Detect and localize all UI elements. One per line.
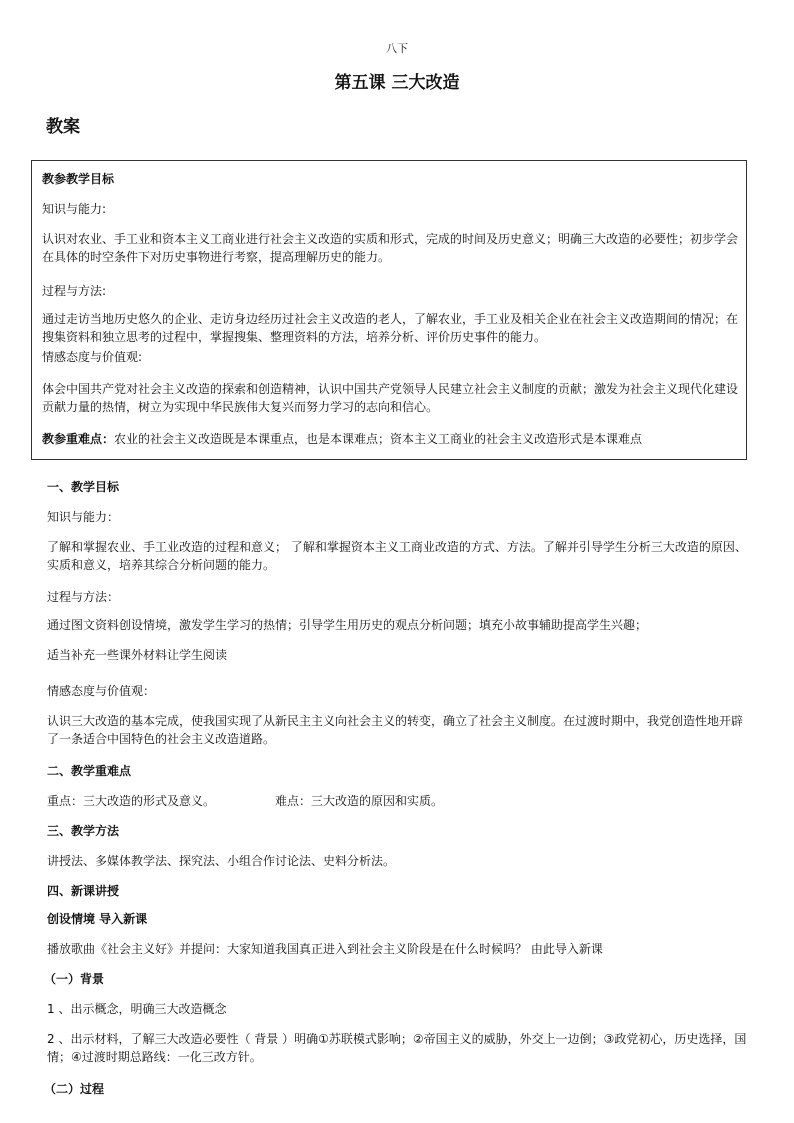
box-process-label: 过程与方法:: [42, 284, 107, 298]
box-knowledge-text: 认识对农业、手工业和资本主义工商业进行社会主义改造的实质和形式，完成的时间及历史意义；明确三大改造的必要性；初步学会在具体的时空条件下对历史事物进行考察，提高理解历史的能力。: [42, 232, 739, 264]
s1-knowledge-label: 知识与能力：: [47, 510, 120, 524]
s4-intro: 播放歌曲《社会主义好》并提问：大家知道我国真正进入到社会主义阶段是在什么时候吗？ 由此导入新课: [47, 942, 603, 956]
s2-key-point: 重点：三大改造的形式及意义。: [47, 794, 216, 808]
background-item-1: 1 、出示概念，明确三大改造概念: [47, 1002, 227, 1016]
grade-label: 八下: [386, 42, 408, 55]
box-emotion-label: 情感态度与价值观:: [42, 350, 143, 364]
s1-heading: 一、教学目标: [47, 480, 120, 494]
box-process-text: 通过走访当地历史悠久的企业、走访身边经历过社会主义改造的老人，了解农业，手工业及相关企业在社会主义改造期间的情况；在搜集资料和独立思考的过程中，掌握搜集、整理资料的方法，培养分析、评价历史事件的能力。: [42, 312, 739, 344]
s3-heading: 三、教学方法: [47, 824, 120, 838]
page-title: 第五课 三大改造: [334, 73, 460, 93]
s1-process-text-1: 通过图文资料创设情境，激发学生学习的热情；引导学生用历史的观点分析问题；填充小故事辅助提高学生兴趣；: [47, 618, 648, 632]
box-keypoint-label: 教参重难点：: [42, 432, 115, 446]
s4-subheading: 创设情境 导入新课: [47, 912, 148, 926]
s1-emotion-label: 情感态度与价值观：: [47, 684, 156, 698]
box-heading: 教参教学目标: [42, 172, 115, 186]
s3-text: 讲授法、多媒体教学法、探究法、小组合作讨论法、史料分析法。: [47, 854, 396, 868]
s1-knowledge-text: 了解和掌握农业、手工业改造的过程和意义； 了解和掌握资本主义工商业改造的方式、方法。了解并引导学生分析三大改造的原因、实质和意义，培养其综合分析问题的能力。: [47, 540, 747, 572]
s4-heading: 四、新课讲授: [47, 884, 120, 898]
s2-heading: 二、教学重难点: [47, 764, 132, 778]
box-emotion-text: 体会中国共产党对社会主义改造的探索和创造精神，认识中国共产党领导人民建立社会主义制度的贡献；激发为社会主义现代化建设贡献力量的热情，树立为实现中华民族伟大复兴而努力学习的志向和信心。: [42, 382, 739, 414]
background-item-2: 2 、出示材料，了解三大改造必要性（ 背景 ）明确①苏联模式影响；②帝国主义的威胁，外交上一边倒；③政党初心，历史选择，国情；④过渡时期总路线：一化三改方针。: [47, 1032, 747, 1064]
s2-difficult-point: 难点：三大改造的原因和实质。: [275, 794, 444, 808]
box-knowledge-label: 知识与能力:: [42, 202, 107, 216]
s1-emotion-text: 认识三大改造的基本完成，使我国实现了从新民主主义向社会主义的转变，确立了社会主义制度。在过渡时期中，我党创造性地开辟了一条适合中国特色的社会主义改造道路。: [47, 714, 744, 746]
s1-process-label: 过程与方法：: [47, 590, 120, 604]
process-heading: （二）过程: [44, 1082, 105, 1096]
section-title: 教案: [46, 117, 80, 137]
background-heading: （一）背景: [44, 972, 105, 986]
box-keypoint: [42, 430, 742, 448]
box-keypoint-text: 农业的社会主义改造既是本课重点，也是本课难点；资本主义工商业的社会主义改造形式是本课难点: [114, 432, 643, 446]
s1-process-text-2: 适当补充一些课外材料让学生阅读: [47, 648, 228, 662]
s2-points: [47, 792, 752, 810]
